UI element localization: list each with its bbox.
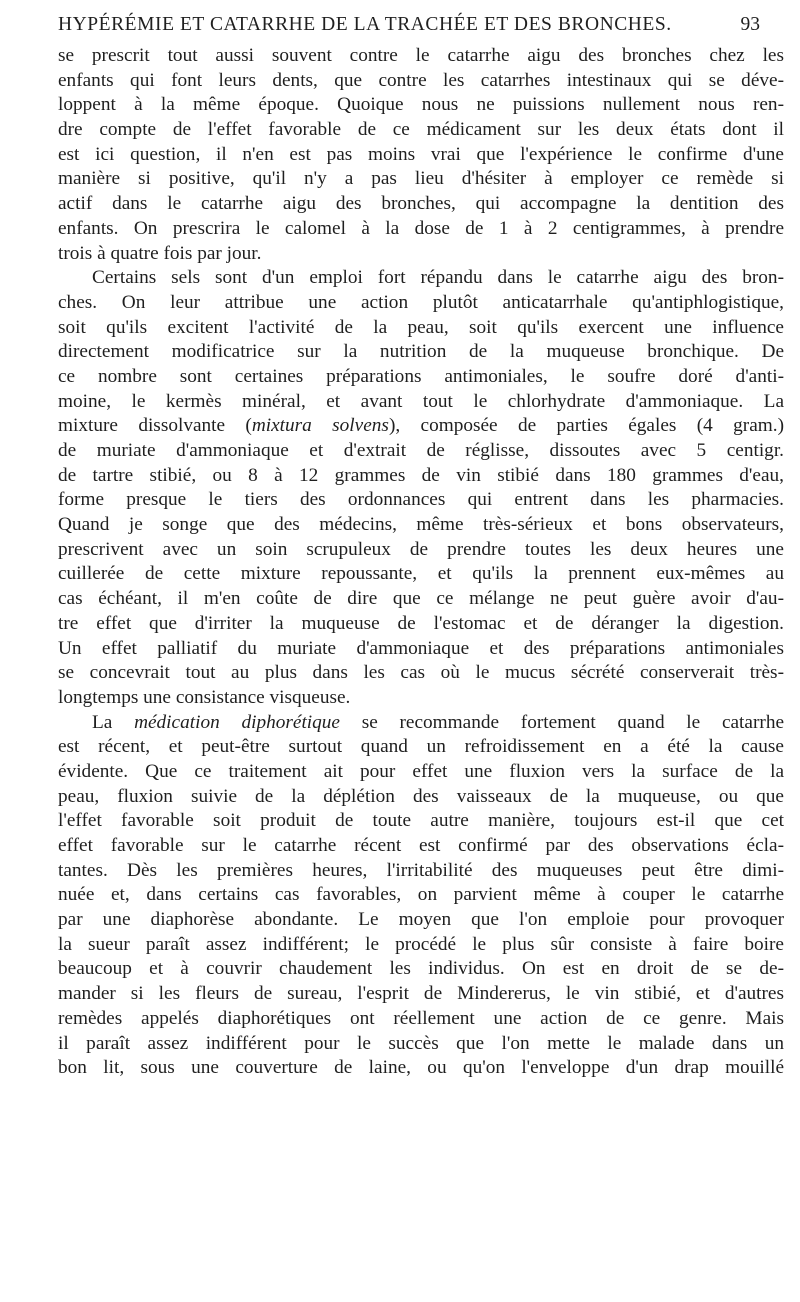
text-line: évidente. Que ce traitement ait pour effet une fluxion vers la surface de la: [58, 760, 784, 782]
text-line: Quand je songe que des médecins, même très-sérieux et bons observateurs,: [58, 514, 784, 536]
text-line: soit qu'ils excitent l'activité de la peau, soit qu'ils exercent une influence: [58, 316, 784, 338]
text-line: actif dans le catarrhe aigu des bronches, qui accompagne la dentition des: [58, 193, 784, 215]
text-line: prescrivent avec un soin scrupuleux de prendre toutes les deux heures une: [58, 538, 784, 560]
text-line: se concevrait tout au plus dans les cas où le mucus sécrété conserverait très-: [58, 662, 784, 684]
text-line-with-italic: [58, 711, 784, 736]
text-segment: ), composée de parties égales (4 gram.): [388, 415, 785, 437]
text-line: dre compte de l'effet favorable de ce médicament sur les deux états dont il: [58, 119, 784, 141]
text-line: il paraît assez indifférent pour le succès que l'on mette le malade dans un: [58, 1032, 784, 1054]
text-line: se prescrit tout aussi souvent contre le catarrhe aigu des bronches chez les: [58, 45, 784, 66]
text-line: loppent à la même époque. Quoique nous ne puissions nullement nous ren-: [58, 94, 784, 116]
text-line: enfants. On prescrira le calomel à la dose de 1 à 2 centigrammes, à prendre: [58, 217, 784, 239]
text-line: nuée et, dans certains cas favorables, on parvient même à couper le catarrhe: [58, 884, 784, 906]
text-line: par une diaphorèse abondante. Le moyen que l'on emploie pour provoquer: [58, 909, 784, 931]
italic-term: médication diphorétique: [134, 711, 340, 733]
paragraph-start-line: Certains sels sont d'un emploi fort répandu dans le catarrhe aigu des bron-: [92, 267, 784, 289]
text-line: de tartre stibié, ou 8 à 12 grammes de vin stibié dans 180 grammes d'eau,: [58, 464, 784, 486]
text-line: tre effet que d'irriter la muqueuse de l'estomac et de déranger la digestion.: [58, 612, 784, 634]
text-line: manière si positive, qu'il n'y a pas lieu d'hésiter à employer ce remède si: [58, 168, 784, 190]
text-line: ches. On leur attribue une action plutôt anticatarrhale qu'antiphlogistique,: [58, 291, 784, 313]
text-line: beaucoup et à couvrir chaudement les individus. On est en droit de se de-: [58, 958, 784, 980]
running-header: [58, 2, 760, 36]
text-segment: mixture dissolvante (: [58, 415, 252, 437]
text-line: est ici question, il n'en est pas moins vrai que l'expérience le confirme d'une: [58, 143, 784, 165]
text-line: bon lit, sous une couverture de laine, ou qu'on l'enveloppe d'un drap mouillé: [58, 1057, 784, 1079]
text-line: de muriate d'ammoniaque et d'extrait de réglisse, dissoutes avec 5 centigr.: [58, 440, 784, 461]
text-line: cas échéant, il m'en coûte de dire que ce mélange ne peut guère avoir d'au-: [58, 588, 784, 610]
text-line: directement modificatrice sur la nutrition de la muqueuse bronchique. De: [58, 341, 784, 363]
page-number: 93: [740, 14, 760, 35]
italic-term: mixtura solvens: [251, 415, 389, 437]
text-line: cuillerée de cette mixture repoussante, et qu'ils la prennent eux-mêmes au: [58, 563, 784, 585]
text-line: est récent, et peut-être surtout quand un refroidissement en a été la cause: [58, 736, 784, 758]
header-title: HYPÉRÉMIE ET CATARRHE DE LA TRACHÉE ET DES BRONCHES.: [58, 14, 672, 35]
body-text: [58, 44, 784, 1081]
text-line-with-italic: [58, 414, 784, 439]
text-segment: se recommande fortement quand le catarrhe: [340, 711, 785, 733]
text-line: forme presque le tiers des ordonnances qui entrent dans les pharmacies.: [58, 489, 784, 511]
text-line: peau, fluxion suivie de la déplétion des vaisseaux de la muqueuse, ou que: [58, 785, 784, 807]
text-line: Un effet palliatif du muriate d'ammoniaque et des préparations antimoniales: [58, 637, 784, 659]
text-line: longtemps une consistance visqueuse.: [58, 686, 351, 708]
text-line: moine, le kermès minéral, et avant tout le chlorhydrate d'ammoniaque. La: [58, 390, 784, 412]
text-line: mander si les fleurs de sureau, l'esprit de Mindererus, le vin stibié, et d'autres: [58, 983, 784, 1005]
text-line: l'effet favorable soit produit de toute autre manière, toujours est-il que cet: [58, 810, 784, 832]
text-line: enfants qui font leurs dents, que contre les catarrhes intestinaux qui se déve-: [58, 69, 784, 91]
text-line: trois à quatre fois par jour.: [58, 242, 262, 264]
text-line: tantes. Dès les premières heures, l'irritabilité des muqueuses peut être dimi-: [58, 859, 784, 881]
text-segment: La: [92, 711, 135, 733]
text-line: la sueur paraît assez indifférent; le procédé le plus sûr consiste à faire boire: [58, 933, 784, 955]
text-line: ce nombre sont certaines préparations antimoniales, le soufre doré d'anti-: [58, 365, 784, 387]
text-line: effet favorable sur le catarrhe récent est confirmé par des observations écla-: [58, 835, 784, 856]
text-line: remèdes appelés diaphorétiques ont réellement une action de ce genre. Mais: [58, 1007, 784, 1029]
